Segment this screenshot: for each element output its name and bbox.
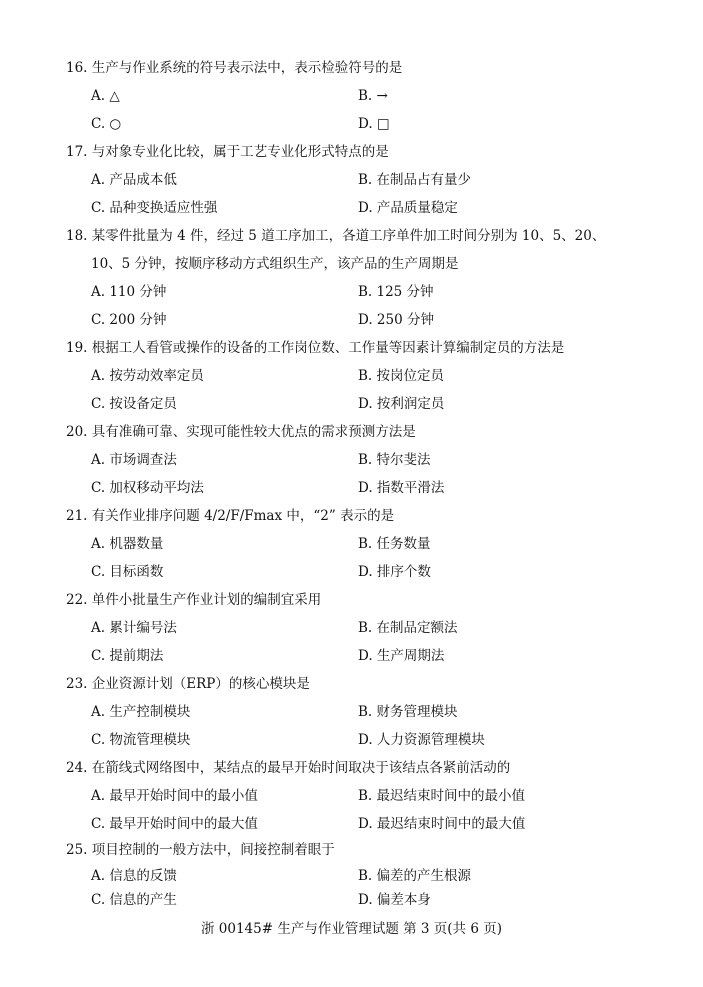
option-row — [0, 390, 703, 418]
option-row — [0, 278, 703, 306]
option-row — [0, 530, 703, 558]
option-row — [0, 782, 703, 810]
option-a: A. 产品成本低 — [91, 172, 177, 188]
question-text: 生产与作业系统的符号表示法中，表示检验符号的是 — [91, 60, 403, 76]
option-row — [0, 306, 703, 334]
question-text: 单件小批量生产作业计划的编制宜采用 — [91, 592, 322, 608]
option-b: B. 在制品定额法 — [358, 620, 458, 636]
option-row — [0, 446, 703, 474]
option-a: A. △ — [91, 88, 120, 104]
option-c: C. 按设备定员 — [91, 396, 177, 412]
option-a: A. 按劳动效率定员 — [91, 368, 204, 384]
option-row — [0, 166, 703, 194]
option-a: A. 110 分钟 — [91, 284, 167, 300]
question-text: 与对象专业化比较，属于工艺专业化形式特点的是 — [91, 144, 389, 160]
question-20-stem — [66, 418, 656, 446]
question-text: 在箭线式网络图中，某结点的最早开始时间取决于该结点各紧前活动的 — [91, 760, 511, 776]
page-footer: 浙 00145# 生产与作业管理试题 第 3 页(共 6 页) — [200, 921, 502, 937]
question-25-stem — [66, 836, 656, 864]
question-number: 22. — [66, 592, 88, 608]
option-row — [0, 614, 703, 642]
question-number: 17. — [66, 144, 88, 160]
option-c: C. 目标函数 — [91, 564, 164, 580]
option-c: C. 品种变换适应性强 — [91, 200, 218, 216]
option-b: B. → — [358, 88, 388, 104]
option-b: B. 在制品占有量少 — [358, 172, 472, 188]
option-a: A. 信息的反馈 — [91, 868, 177, 884]
question-17-stem — [66, 138, 656, 166]
option-b: B. 最迟结束时间中的最小值 — [358, 788, 526, 804]
option-a: A. 最早开始时间中的最小值 — [91, 788, 258, 804]
question-number: 19. — [66, 340, 88, 356]
question-number: 18. — [66, 228, 88, 244]
question-16-stem — [66, 54, 656, 82]
question-text: 项目控制的一般方法中，间接控制着眼于 — [91, 842, 335, 858]
question-text: 有关作业排序问题 4/2/F/Fmax 中，“2” 表示的是 — [91, 508, 395, 524]
question-18-stem — [66, 222, 656, 250]
question-text: 根据工人看管或操作的设备的工作岗位数、工作量等因素计算编制定员的方法是 — [91, 340, 565, 356]
option-row — [0, 362, 703, 390]
question-number: 23. — [66, 676, 88, 692]
option-row — [0, 642, 703, 670]
option-c: C. 提前期法 — [91, 648, 164, 664]
option-c: C. 200 分钟 — [91, 312, 167, 328]
question-number: 16. — [66, 60, 88, 76]
question-number: 25. — [66, 842, 88, 858]
option-c: C. 加权移动平均法 — [91, 480, 204, 496]
option-c: C. 信息的产生 — [91, 892, 177, 908]
option-c: C. ○ — [91, 116, 122, 132]
question-number: 21. — [66, 508, 88, 524]
question-number: 20. — [66, 424, 88, 440]
question-text: 某零件批量为 4 件，经过 5 道工序加工，各道工序单件加工时间分别为 10、5、20、 — [91, 228, 606, 244]
option-d: D. □ — [358, 116, 390, 132]
question-24-stem — [66, 754, 656, 782]
option-row — [0, 194, 703, 222]
option-a: A. 生产控制模块 — [91, 704, 191, 720]
option-row — [0, 810, 703, 838]
option-row — [0, 82, 703, 110]
option-b: B. 偏差的产生根源 — [358, 868, 472, 884]
option-d: D. 产品质量稳定 — [358, 200, 458, 216]
option-row — [0, 474, 703, 502]
option-a: A. 市场调查法 — [91, 452, 177, 468]
question-text: 具有准确可靠、实现可能性较大优点的需求预测方法是 — [91, 424, 416, 440]
option-b: B. 125 分钟 — [358, 284, 434, 300]
option-row — [0, 558, 703, 586]
option-row — [0, 886, 703, 914]
option-b: B. 任务数量 — [358, 536, 431, 552]
option-d: D. 按利润定员 — [358, 396, 445, 412]
option-b: B. 财务管理模块 — [358, 704, 458, 720]
option-row — [0, 726, 703, 754]
question-number: 24. — [66, 760, 88, 776]
option-b: B. 特尔斐法 — [358, 452, 431, 468]
option-c: C. 物流管理模块 — [91, 732, 191, 748]
question-23-stem — [66, 670, 656, 698]
question-18-stem-continued — [91, 250, 681, 278]
option-d: D. 指数平滑法 — [358, 480, 445, 496]
option-a: A. 机器数量 — [91, 536, 164, 552]
question-21-stem — [66, 502, 656, 530]
option-d: D. 偏差本身 — [358, 892, 431, 908]
option-row — [0, 110, 703, 138]
option-d: D. 排序个数 — [358, 564, 431, 580]
option-d: D. 人力资源管理模块 — [358, 732, 485, 748]
option-c: C. 最早开始时间中的最大值 — [91, 816, 258, 832]
question-text: 10、5 分钟，按顺序移动方式组织生产，该产品的生产周期是 — [91, 256, 459, 272]
question-22-stem — [66, 586, 656, 614]
option-d: D. 最迟结束时间中的最大值 — [358, 816, 526, 832]
question-19-stem — [66, 334, 656, 362]
option-row — [0, 698, 703, 726]
option-a: A. 累计编号法 — [91, 620, 177, 636]
question-text: 企业资源计划（ERP）的核心模块是 — [91, 676, 310, 692]
option-d: D. 生产周期法 — [358, 648, 445, 664]
option-d: D. 250 分钟 — [358, 312, 434, 328]
option-b: B. 按岗位定员 — [358, 368, 445, 384]
